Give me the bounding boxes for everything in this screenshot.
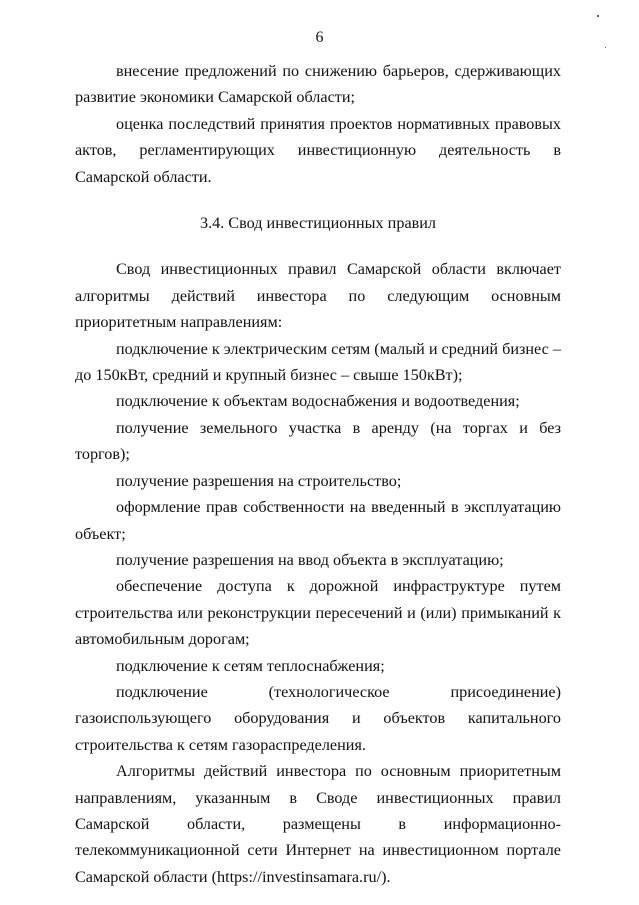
page-number: 6 — [315, 29, 324, 46]
list-item-road-access: обеспечение доступа к дорожной инфраструктуре путем строительства или реконструкции пересечений и (или) примыканий к автомобильным дорогам; — [75, 577, 561, 649]
scan-speck — [605, 47, 606, 48]
list-item-water: подключение к объектам водоснабжения и водоотведения; — [116, 392, 520, 411]
paragraph-algorithms-portal: Алгоритмы действий инвестора по основным приоритетным направлениям, указанным в Своде инвестиционных правил Самарской области, размещены в информационно-телекоммуникационной сети Интернет на инвестиционном портале Самарской области (https://investinsamara.ru/). — [75, 762, 561, 886]
list-item-gas: подключение (технологическое присоединение) газоиспользующего оборудования и объектов капитального строительства к сетям газораспределения. — [75, 682, 561, 754]
paragraph-barriers: внесение предложений по снижению барьеров, сдерживающих развитие экономики Самарской области; — [75, 62, 561, 107]
section-heading: 3.4. Свод инвестиционных правил — [199, 214, 437, 233]
list-item-electric: подключение к электрическим сетям (малый и средний бизнес – до 150кВт, средний и крупный бизнес – свыше 150кВт); — [75, 339, 561, 385]
paragraph-assessment: оценка последствий принятия проектов нормативных правовых актов, регламентирующих инвестиционную деятельность в Самарской области. — [75, 114, 561, 186]
list-item-ownership: оформление прав собственности на введенный в эксплуатацию объект; — [75, 498, 561, 543]
list-item-land: получение земельного участка в аренду (на торгах и без торгов); — [75, 418, 561, 464]
list-item-construction-permit: получение разрешения на строительство; — [116, 471, 402, 490]
list-item-heating: подключение к сетям теплоснабжения; — [116, 656, 385, 675]
scan-speck — [597, 15, 599, 17]
document-body — [75, 58, 561, 890]
paragraph-intro: Свод инвестиционных правил Самарской области включает алгоритмы действий инвестора по следующим основным приоритетным направлениям: — [75, 260, 561, 332]
list-item-commissioning: получение разрешения на ввод объекта в эксплуатацию; — [116, 550, 504, 569]
